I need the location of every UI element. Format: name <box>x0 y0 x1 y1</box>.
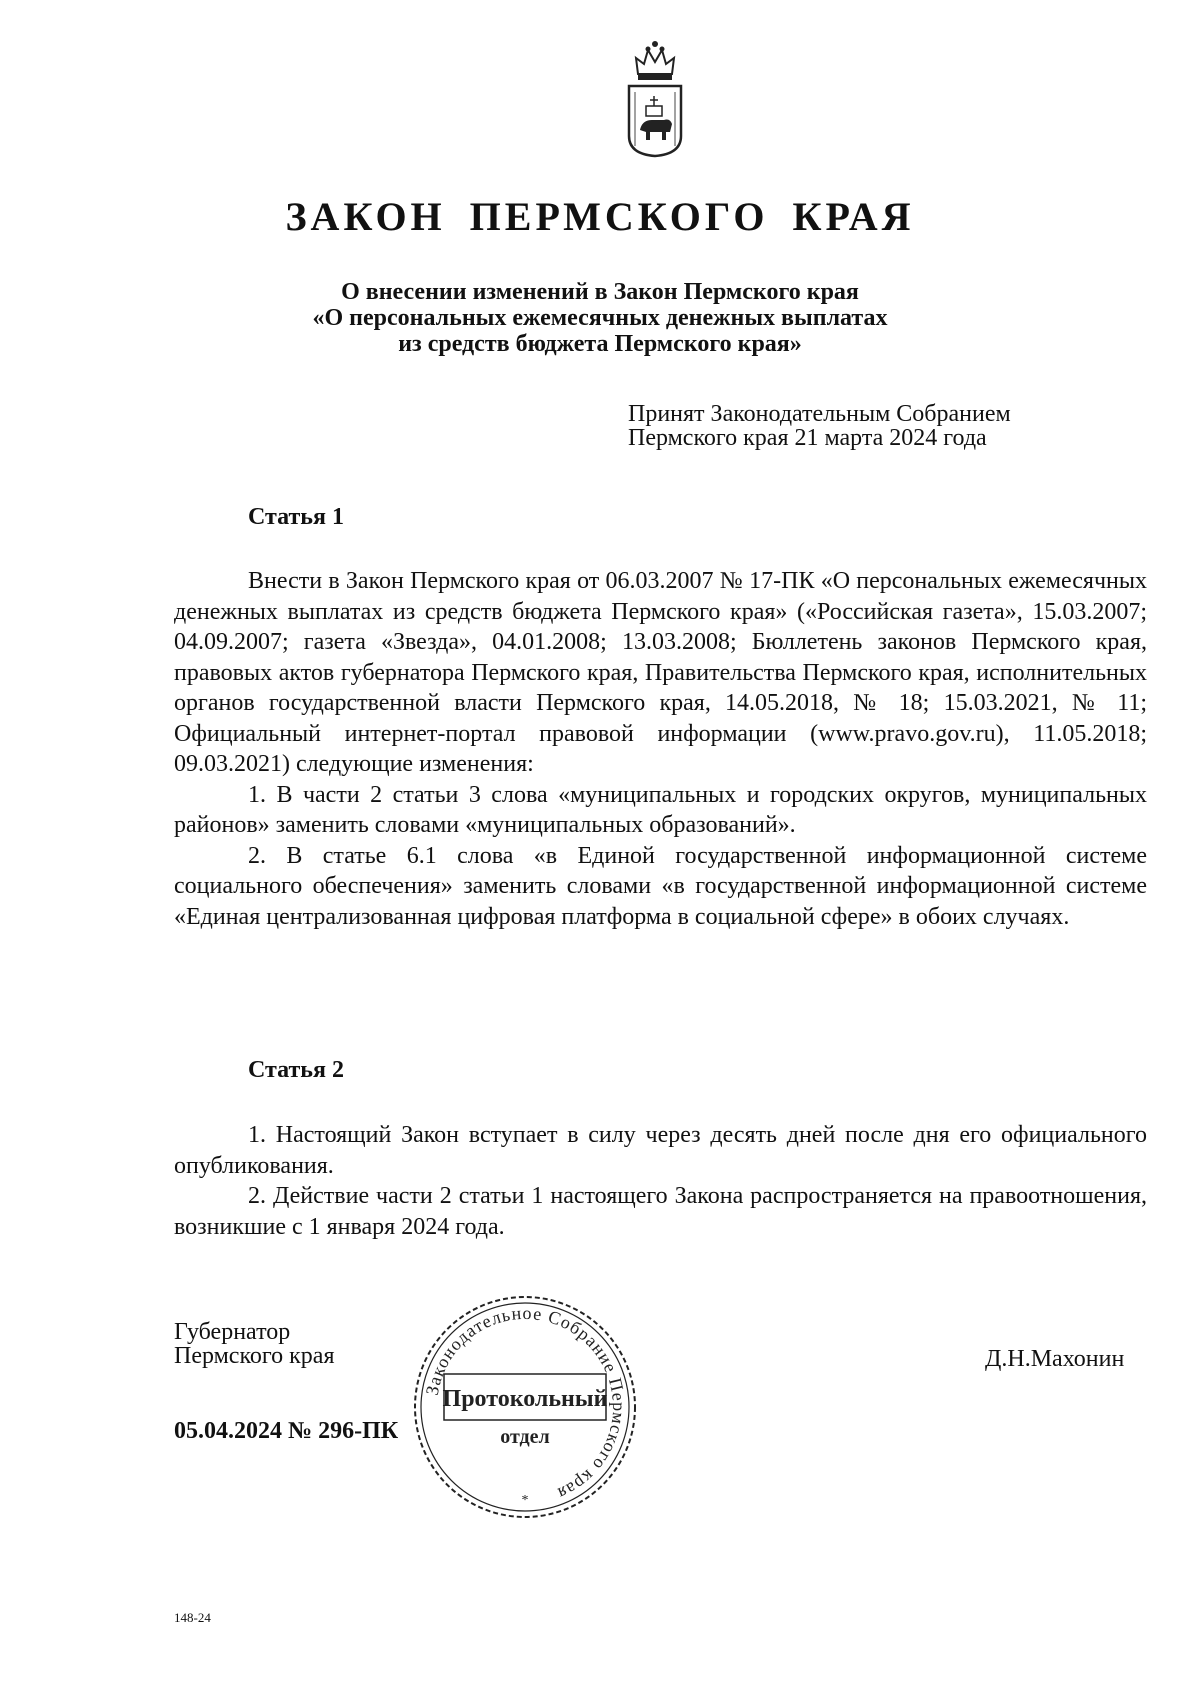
article-1-body <box>174 566 1147 932</box>
adoption-line: Пермского края 21 марта 2024 года <box>628 425 987 451</box>
stamp-star: * <box>521 1493 529 1508</box>
stamp-center-line: отдел <box>500 1426 550 1448</box>
signatory-position-line: Губернатор <box>174 1319 291 1345</box>
stamp-center-line: Протокольный <box>442 1386 608 1412</box>
article-1-paragraph: Внести в Закон Пермского края от 06.03.2007 № 17-ПК «О персональных ежемесячных денежных выплатах из средств бюджета Пермского края» («Российская газета», 15.03.2007; 04.09.2007; газета «Звезда», 04.01.2008; 13.03.2008; Бюллетень законов Пермского края, правовых актов губернатора Пермского края, Правительства Пермского края, исполнительных органов государственной власти Пермского края, 14.05.2018, № 18; 15.03.2021, № 11; Официальный интернет-портал правовой информации (www.pravo.gov.ru), 11.05.2018; 09.03.2021) следующие изменения: <box>174 568 1147 777</box>
adoption-note <box>628 402 1011 450</box>
article-2-paragraph: 2. Действие части 2 статьи 1 настоящего Закона распространяется на правоотношения, возникшие с 1 января 2024 года. <box>174 1183 1147 1240</box>
signatory-name: Д.Н.Махонин <box>985 1346 1125 1372</box>
document-title: ЗАКОН ПЕРМСКОГО КРАЯ <box>285 194 915 239</box>
footer-code: 148-24 <box>174 1610 211 1625</box>
stamp-ring-text: Законодательное Собрание Пермского края <box>421 1302 630 1505</box>
subtitle-line: О внесении изменений в Закон Пермского края <box>341 279 859 305</box>
law-subtitle <box>0 279 1200 357</box>
article-2-paragraph: 1. Настоящий Закон вступает в силу через десять дней после дня его официального опубликования. <box>174 1122 1147 1179</box>
subtitle-line: «О персональных ежемесячных денежных выплатах <box>312 305 888 331</box>
adoption-line: Принят Законодательным Собранием <box>628 401 1011 427</box>
article-2-heading: Статья 2 <box>248 1057 344 1083</box>
coat-of-arms-icon <box>626 40 684 158</box>
document-date-number: 05.04.2024 № 296-ПК <box>174 1418 399 1444</box>
signatory-position <box>174 1320 335 1368</box>
official-stamp <box>410 1292 640 1522</box>
article-1-paragraph: 1. В части 2 статьи 3 слова «муниципальных и городских округов, муниципальных районов» заменить словами «муниципальных образований». <box>174 781 1147 838</box>
article-2-body <box>174 1120 1147 1242</box>
subtitle-line: из средств бюджета Пермского края» <box>398 331 802 357</box>
article-1-paragraph: 2. В статье 6.1 слова «в Единой государственной информационной системе социального обеспечения» заменить словами «в государственной информационной системе «Единая централизованная цифровая платформа в социальной сфере» в обоих случаях. <box>174 842 1147 930</box>
signatory-position-line: Пермского края <box>174 1343 335 1369</box>
article-1-heading: Статья 1 <box>248 504 344 530</box>
